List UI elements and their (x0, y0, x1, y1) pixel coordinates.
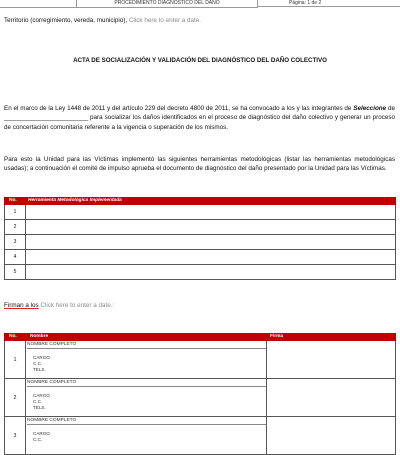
signatures-table (4, 333, 396, 455)
header-logo-cell (0, 0, 76, 8)
signature-row[interactable] (4, 379, 396, 417)
cc-label: C.C. (33, 361, 43, 367)
table-row[interactable] (4, 235, 396, 250)
tels-label: TELS. (33, 405, 46, 411)
sign-col-no: No. (9, 334, 17, 339)
row-number: 2 (5, 220, 26, 234)
table-row[interactable] (4, 205, 396, 220)
cc-label: C.C. (33, 437, 43, 443)
table-row[interactable] (4, 250, 396, 265)
territory-label: Territorio (corregimiento, vereda, municipio), (4, 17, 128, 24)
paragraph-intro-text-a: En el marco de la Ley 1448 de 2011 y del artículo 229 del decreto 4800 de 2011, se ha convocado a los y las integrantes de (4, 105, 354, 112)
signatories-line (4, 302, 114, 309)
territory-date-field[interactable]: Click here to enter a date. (128, 17, 202, 24)
document-title: ACTA DE SOCIALIZACIÓN Y VALIDACIÓN DEL DIAGNÓSTICO DEL DAÑO COLECTIVO (73, 57, 327, 64)
row-number: 3 (5, 235, 26, 249)
tools-col-no: No. (9, 198, 17, 203)
tools-table (4, 197, 396, 280)
signatures-table-header (4, 333, 396, 341)
row-number: 4 (5, 250, 26, 264)
full-name-label: NOMBRE COMPLETO (27, 417, 266, 425)
paragraph-intro-text-b: de ________________________ para socializar los daños identificados en el proceso de diagnóstico del daño colectivo y generar un proceso de concertación comunitaria referente a la vigencia o superación de los mismos. (4, 105, 395, 131)
select-dropdown[interactable]: Seleccione (353, 105, 387, 112)
signatory-details (33, 431, 50, 443)
row-number: 2 (5, 379, 26, 416)
sign-col-signature: Firma (270, 334, 284, 339)
paragraph-tools: Para esto la Unidad para las Víctimas implementó las siguientes herramientas metodológicas (listar las herramientas metodológicas usadas); a continuación el comité de impulso aprueba el documento de diagnóstico del daño presentado por la Unidad para las Víctimas. (4, 156, 395, 173)
full-name-label: NOMBRE COMPLETO (27, 341, 266, 349)
header-procedure: PROCEDIMIENTO DIAGNÓSTICO DEL DAÑO (76, 0, 258, 8)
paragraph-intro (4, 104, 395, 132)
cargo-label: CARGO (33, 431, 50, 436)
signatories-label: Firman a los (4, 302, 39, 309)
name-cell[interactable] (25, 341, 267, 378)
signatory-details (33, 355, 50, 374)
cc-label: C.C. (33, 399, 43, 405)
row-number: 1 (5, 205, 26, 219)
header-strip (0, 0, 400, 8)
tools-col-tool: Herramienta Metodológica Implementada (28, 198, 122, 203)
signatory-details (33, 393, 50, 412)
row-number: 5 (5, 265, 26, 279)
signatories-date-field[interactable]: Click here to enter a date.: (40, 302, 115, 309)
cargo-label: CARGO (33, 393, 50, 398)
territory-line (4, 17, 201, 24)
row-number: 3 (5, 417, 26, 454)
tools-table-header (4, 197, 396, 205)
row-number: 1 (5, 341, 26, 378)
sign-col-name: Nombre (30, 334, 49, 339)
cargo-label: CARGO (33, 355, 50, 360)
name-cell[interactable] (25, 379, 267, 416)
table-row[interactable] (4, 220, 396, 235)
signature-row[interactable] (4, 341, 396, 379)
table-row[interactable] (4, 265, 396, 280)
full-name-label: NOMBRE COMPLETO (27, 379, 266, 387)
signature-row[interactable] (4, 417, 396, 455)
name-cell[interactable] (25, 417, 267, 454)
header-page-number: Página: 1 de 2 (257, 0, 400, 7)
tels-label: TELS. (33, 367, 46, 373)
